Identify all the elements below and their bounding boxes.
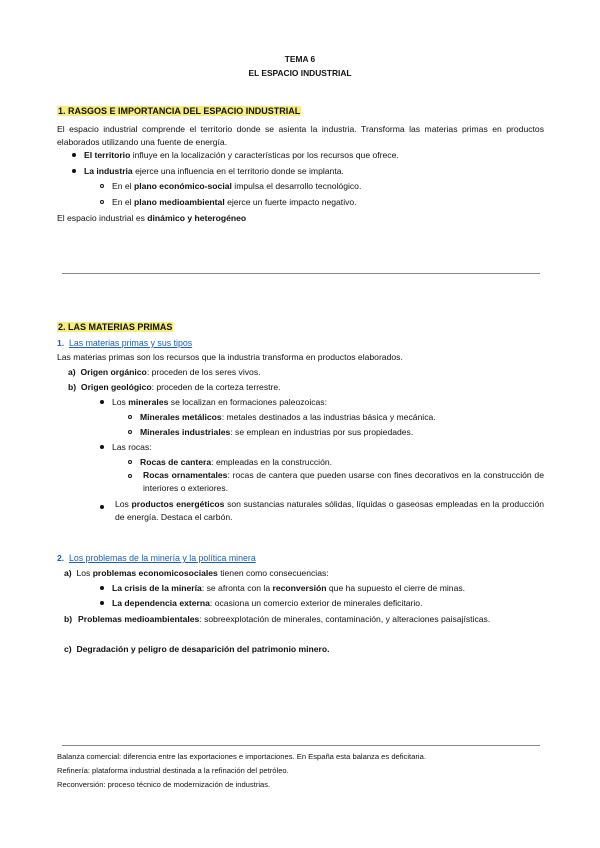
circle-bullet-icon	[100, 184, 104, 188]
list-item: La crisis de la minería: se afronta con la reconversión que ha supuesto el cierre de minas.	[100, 582, 465, 594]
list-item: Minerales metálicos: metales destinados a las industrias básica y mecánica.	[128, 411, 436, 423]
circle-bullet-icon	[128, 471, 140, 481]
page-title: EL ESPACIO INDUSTRIAL	[248, 68, 352, 78]
section-2-heading: 2. LAS MATERIAS PRIMAS	[58, 322, 173, 332]
circle-bullet-icon	[128, 415, 132, 419]
section-1-conclusion: El espacio industrial es dinámico y heterogéneo	[57, 213, 247, 223]
bullet-icon	[72, 153, 76, 157]
list-item: El territorio influye en la localización y características por los recursos que ofrece.	[72, 149, 399, 161]
subsection-1-title: 1. Las materias primas y sus tipos	[57, 338, 193, 348]
list-item: Minerales industriales: se emplean en industrias por sus propiedades.	[128, 426, 413, 438]
list-item: Problemas medioambientales: sobreexplotación de minerales, contaminación, y alteraciones paisajísticas.	[78, 614, 491, 624]
list-item: b) Origen geológico: proceden de la corteza terrestre.	[68, 382, 281, 392]
circle-bullet-icon	[100, 200, 104, 204]
footnote: Reconversión: proceso técnico de modernización de industrias.	[57, 780, 271, 789]
list-item: La industria ejerce una influencia en el territorio donde se implanta.	[72, 165, 344, 177]
bullet-icon	[100, 502, 112, 512]
subsection-2-title: 2. Los problemas de la minería y la política minera	[57, 553, 256, 563]
list-item: Rocas de cantera: empleadas en la construcción.	[128, 456, 332, 468]
list-item: a) Los problemas economicosociales tienen como consecuencias:	[64, 568, 329, 578]
bullet-icon	[100, 445, 104, 449]
tema-label: TEMA 6	[284, 54, 316, 64]
list-item: Los minerales se localizan en formaciones paleozoicas:	[100, 396, 327, 408]
circle-bullet-icon	[128, 460, 132, 464]
section-1-heading: 1. RASGOS E IMPORTANCIA DEL ESPACIO INDUSTRIAL	[58, 106, 301, 116]
bullet-icon	[72, 169, 76, 173]
section-1-intro: El espacio industrial comprende el territorio donde se asienta la industria. Transforma las materias primas en productos elaborados utilizando una fuente de energía.	[57, 124, 544, 147]
circle-bullet-icon	[128, 430, 132, 434]
bullet-icon	[100, 601, 104, 605]
footnote: Balanza comercial: diferencia entre las exportaciones e importaciones. En España esta balanza es deficitaria.	[57, 752, 426, 761]
list-item: La dependencia externa: ocasiona un comercio exterior de minerales deficitario.	[100, 597, 422, 609]
list-item: c) Degradación y peligro de desaparición del patrimonio minero.	[64, 644, 330, 654]
footnote: Refinería: plataforma industrial destinada a la refinación del petróleo.	[57, 766, 289, 775]
list-item: En el plano económico-social impulsa el desarrollo tecnológico.	[100, 180, 361, 192]
list-item: Rocas ornamentales: rocas de cantera que pueden usarse con fines decorativos en la construcción de interiores o exteriores.	[143, 470, 544, 493]
bullet-icon	[100, 400, 104, 404]
divider	[62, 273, 540, 274]
divider	[62, 745, 540, 746]
list-item: En el plano medioambiental ejerce un fuerte impacto negativo.	[100, 196, 357, 208]
list-item: a) Origen orgánico: proceden de los seres vivos.	[68, 367, 261, 377]
subsection-1-intro: Las materias primas son los recursos que la industria transforma en productos elaborados.	[57, 352, 403, 362]
bullet-icon	[100, 586, 104, 590]
list-item: Las rocas:	[100, 441, 152, 453]
list-label: b)	[64, 614, 73, 624]
list-item: Los productos energéticos son sustancias naturales sólidas, líquidas o gaseosas empleadas en la producción de energía. Destaca el carbón.	[115, 499, 545, 522]
